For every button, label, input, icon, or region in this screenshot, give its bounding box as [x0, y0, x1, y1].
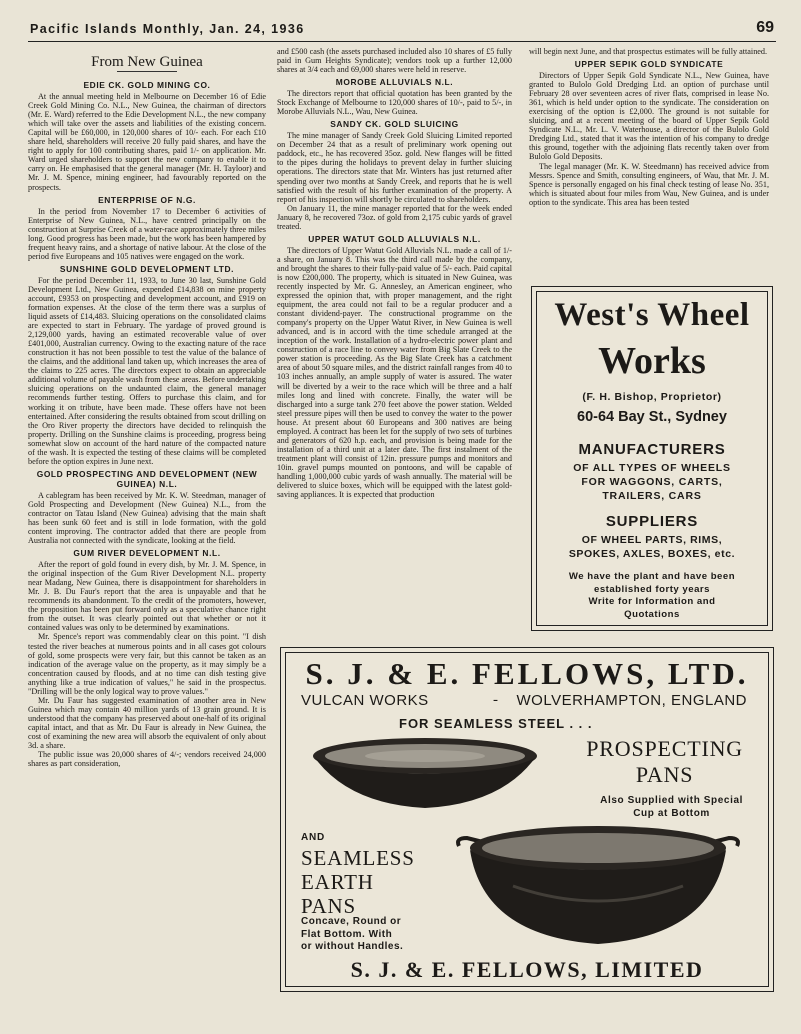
- article-paragraph: Directors of Upper Sepik Gold Syndicate N.L., New Guinea, have granted to Bulolo Gold Dredging Ltd. an option of purchase until February 28 over seventeen acres of river flats, comprised in lease No. 361, which is held under option to the syndicate. The consideration on exercising of the option is £2,000. The ground is not suitable for sluicing, and at a recent meeting of the board of Upper Sepik Gold Syndicate N.L., Mr. L. V. Waterhouse, a director of the Bulolo Gold Dredging Ltd., stated that it was the intention of his company to dredge this ground, together with the adjoining flats recently taken over from Bulolo Gold Deposits.: [529, 71, 769, 162]
- article-heading: SUNSHINE GOLD DEVELOPMENT LTD.: [59, 263, 235, 274]
- ad-line: SEAMLESS: [301, 846, 415, 870]
- article-paragraph: will begin next June, and that prospectus estimates will be fully attained.: [529, 47, 768, 56]
- ad-address: 60-64 Bay St., Sydney: [577, 409, 727, 425]
- article-heading: GUM RIVER DEVELOPMENT N.L.: [73, 548, 221, 559]
- article-heading: EDIE CK. GOLD MINING CO.: [83, 80, 211, 91]
- article-paragraph: The directors report that official quotation has been granted by the Stock Exchange of Melbourne to 120,000 shares of 10/-, paid to 5/-, in Morobe Alluvials N.L., Wau, New Guinea.: [277, 89, 512, 117]
- article-paragraph: For the period December 11, 1933, to June 30 last, Sunshine Gold Development Ltd., New Guinea, expended £14,838 on mine property account, £9353 on prospecting and development account, and £919 on formation expenses. At the close of the term there was a surplus of liquid assets of £14,483. Sluicing operations on the consolidated claims are expected to start in February. The yardage of proved ground is 2,129,000 yards, having an estimated recoverable value of over £401,000, Australian currency. Owing to the exacting nature of the race construction it has not been possible to test the value of the balance of the claims, and the additional land taken up, which increases the area of the claims to 225 acres. The directors expect to obtain an appreciable additional volume of payable wash from these areas. Before undertaking sluicing operations on the undaunted claim, the general manager recommends further testing. Offers to purchase this claim, and for working it on tribute, have been made. These offers have not been entertained. After considering the results obtained from scout drilling on the Oro River property the directors have decided to relinquish the property. Drilling on the Sunshine claims is proceeding, progress being somewhat slow on account of the hard nature of the compacted nature of the wash. It is expected the testing of these claims will be completed before the option expires in June next.: [28, 275, 266, 466]
- running-title: Pacific Islands Monthly, Jan. 24, 1936: [30, 22, 305, 36]
- fellows-ad: [280, 647, 774, 992]
- column-1: [28, 52, 266, 1010]
- ad-works-name: VULCAN WORKS: [301, 692, 429, 709]
- article-paragraph: In the period from November 17 to December 6 activities of Enterprise of New Guinea, N.L., have centred principally on the construction at Surprise Creek of a water-race approximately three miles long. Good progress has been made, but the work has been hampered by frequent heavy rains, and a shortage of native labour. At the close of the period five Europeans and 105 natives were engaged on the work.: [28, 206, 266, 261]
- article-heading: ENTERPRISE OF N.G.: [98, 194, 196, 205]
- ad-line: Cup at Bottom: [633, 808, 710, 819]
- ad-and-label: AND: [301, 832, 326, 843]
- ad-seamless-earth-pans: [301, 846, 415, 918]
- article-paragraph: A cablegram has been received by Mr. K. W. Steedman, manager of Gold Prospecting and Development (New Guinea) N.L., from the contractor on Tatau Island (New Guinea) advising that the main shaft has been sunk 60 feet and is still in lode formation, with the gold content improving. The contractor added that there are people from Australia not connected with the syndicate, looking at the field.: [28, 490, 266, 546]
- ad-prospecting-pans: [586, 736, 743, 788]
- ad-pan-options: [301, 916, 403, 954]
- ad-manufacturers-heading: MANUFACTURERS: [578, 441, 726, 458]
- ad-line: PANS: [635, 762, 694, 787]
- section-rule: [117, 71, 177, 72]
- ad-line: Quotations: [624, 608, 680, 620]
- wests-wheel-works-ad: [531, 286, 773, 631]
- article-paragraph: The public issue was 20,000 shares of 4/-; vendors received 24,000 shares as part consideration,: [28, 750, 266, 769]
- ad-note: [532, 571, 772, 621]
- article-heading: UPPER SEPIK GOLD SYNDICATE: [574, 59, 724, 70]
- article-paragraph: Mr. Spence's report was commendably clear on this point. "I dish tested the river beaches at numerous points and in all cases got colours of gold, some prospects were very fair, but this cannot be taken as an indication of the average value on the property, as it may simply be a concentration caused by floods, and at no time can dish testing give anything like a true indication of values," he said in the prospectus. "Drilling will be the only logical way to prove values.": [28, 632, 266, 696]
- ad-line: Also Supplied with Special: [600, 795, 743, 806]
- article-paragraph: The directors of Upper Watut Gold Alluvials N.L. made a call of 1/- a share, on January 8. This was the third call made by the company, and brought the shares to their fully-paid value of 5/- each. Paid capital is now £200,000. The property, which is situated in New Guinea, was recently inspected by Mr. G. Annesley, an American engineer, who expressed the opinion that, with proper management, and the right equipment, the area could not fail to be a regular producer and a constant dividend-payer. The constructional programme on the company's property on the Upper Watut River, in New Guinea is well advanced, and is in accord with the time schedule arranged at the inception of the work. Installation of a hydro-electric power plant and construction of a race line to convey water from Big Slate Creek to the power station is proceeding. As the Big Slate Creek has a catchment area of about 50 square miles, and the district rainfall ranges from 40 to 103 inches annually, an ample supply of water is assured. The water will be diverted by a weir to the race which will be three and a half miles long and lined with concrete. Finally, the water will be discharged into a surge tank 270 feet above the power station. Welded steel pressure pipes will then be used to convey the water to the power house. At present about 60 Europeans and 300 natives are being employed. A contract has been let for the supply of two sets of turbines and generators of 620 h.p. each, and provision is being made for the installation of a third unit at a later date. The first instalment of the treatment plant will consist of 12in. pressure pumps and monitors and 10in. gravel pumps mounted on pontoons, and will be capable of handling 1,000,000 cubic yards of wash annually. The material will be delivered to sluice boxes, which will be equipped with the latest gold-saving appliances. It is expected that production: [277, 245, 512, 500]
- ad-line: OF WHEEL PARTS, RIMS,: [581, 534, 723, 546]
- article-paragraph: and £500 cash (the assets purchased included also 10 shares of £5 fully paid in Gum Heights Syndicate); vendors took up a further 12,000 shares at 3/4 each and 69,000 shares were held in reserve.: [277, 47, 512, 75]
- ad-line: PROSPECTING: [586, 736, 743, 761]
- ad-manufacturers-text: [532, 461, 772, 503]
- column-3: [529, 47, 769, 273]
- ad-line: Write for Information and: [588, 596, 716, 607]
- ad-line: Concave, Round or: [301, 916, 402, 927]
- ad-line: TRAILERS, CARS: [602, 490, 702, 502]
- ad-line: We have the plant and have been: [568, 571, 736, 582]
- earth-pan-illustration: [453, 816, 743, 952]
- ad-suppliers-heading: SUPPLIERS: [605, 513, 699, 530]
- ad-line: Flat Bottom. With: [301, 928, 393, 940]
- article-paragraph: At the annual meeting held in Melbourne on December 16 of Edie Creek Gold Mining Co. N.L., New Guinea, the chairman of directors (Mr. E. Ward) referred to the Edie Development N.L., the new company which will take over the assets and liabilities of the existing concern. Capital will be £60,000, in 120,000 shares of 10/- each. For each £10 share held, shareholders will receive 20 fully paid shares, and have the right to apply for 100 contributing shares, paid 1/- on application. Mr. Ward urged shareholders to support the new company to enable it to carry on. He emphasised that the general manager (Mr. H. Tayloor) and Mr. J. M. Spence, mining engineer, had favourably reported on the prospects.: [28, 92, 266, 192]
- article-paragraph: The mine manager of Sandy Creek Gold Sluicing Limited reported on December 24 that as a result of preliminary work opening out paddock, etc., he has recovered 35oz. gold. New flanges will be fitted to the pipes during the holidays to prevent delay in further sluicing operations. The directors state that Mr. Winters has just returned after spending over two months at Sandy Creek, and reports that he is well satisfied with the result of his further examination of the property. A report of his inspection will shortly be circulated to shareholders.: [277, 131, 512, 204]
- ad-proprietor: (F. H. Bishop, Proprietor): [582, 391, 722, 403]
- ad-steel-line: FOR SEAMLESS STEEL . . .: [399, 716, 593, 731]
- article-heading: UPPER WATUT GOLD ALLUVIALS N.L.: [308, 233, 481, 244]
- page-number: 69: [756, 19, 774, 36]
- running-head: [28, 19, 776, 42]
- pan-interior: [482, 833, 714, 863]
- article-heading: GOLD PROSPECTING AND DEVELOPMENT (NEW GUINEA) N.L.: [36, 468, 258, 489]
- ad-dash: -: [493, 692, 498, 708]
- ad-line: or without Handles.: [301, 941, 404, 952]
- article-heading: SANDY CK. GOLD SLUICING: [330, 119, 459, 130]
- article-paragraph: After the report of gold found in every dish, by Mr. J. M. Spence, in the original inspection of the Gum River Development N.L. property near Madang, New Guinea, there is disappointment for shareholders in Mr. J. B. Du Faur's report that the area is unpayable and that he recommends its abandonment. To the credit of the promoters, however, the proposition has been put forward only as a speculative chance right from the outset. It was clearly pointed out that whether or not it contained values was only to be determined by examinations.: [28, 560, 266, 633]
- ad-line: OF ALL TYPES OF WHEELS: [573, 462, 731, 474]
- article-paragraph: Mr. Du Faur has suggested examination of another area in New Guinea which may contain 40 million yards of 13 grain ground. It is understood that the company has preserved about one-half of its original capital intact, and that as Mr. Du Faur is already in New Guinea, the cost of examining the new area will absorb the equivalent of only about 3d. a share.: [28, 695, 266, 751]
- ad-line: established forty years: [593, 583, 710, 595]
- ad-line: PANS: [301, 894, 356, 918]
- ad-city: WOLVERHAMPTON, ENGLAND: [516, 692, 747, 709]
- section-title: From New Guinea: [91, 54, 203, 70]
- ad-company-name: Works: [598, 340, 706, 382]
- pan-highlight: [365, 750, 485, 762]
- ad-footer-name: S. J. & E. FELLOWS, LIMITED: [350, 957, 704, 982]
- ad-line: SPOKES, AXLES, BOXES, etc.: [568, 548, 736, 560]
- article-paragraph: The legal manager (Mr. K. W. Steedmann) has received advice from Messrs. Spence and Smith, consulting engineers, of Wau, that Mr. J. M. Spence is personally engaged on his final check testing of lease No. 351, which is situated about four miles from Wau, New Guinea, and is under option to the syndicate. This area has been tested: [529, 161, 769, 207]
- prospecting-pan-illustration: [309, 734, 541, 816]
- ad-company-name: S. J. & E. FELLOWS, LTD.: [305, 656, 749, 691]
- ad-line: FOR WAGGONS, CARTS,: [581, 476, 723, 488]
- column-2: [277, 47, 512, 639]
- ad-line: EARTH: [301, 870, 374, 894]
- ad-suppliers-text: [532, 533, 772, 561]
- article-heading: MOROBE ALLUVIALS N.L.: [335, 77, 454, 88]
- article-paragraph: On January 11, the mine manager reported that for the week ended January 8, he recovered 73oz. of gold from 2,175 cubic yards of gravel treated.: [277, 203, 512, 231]
- ad-company-name: West's Wheel: [554, 297, 750, 333]
